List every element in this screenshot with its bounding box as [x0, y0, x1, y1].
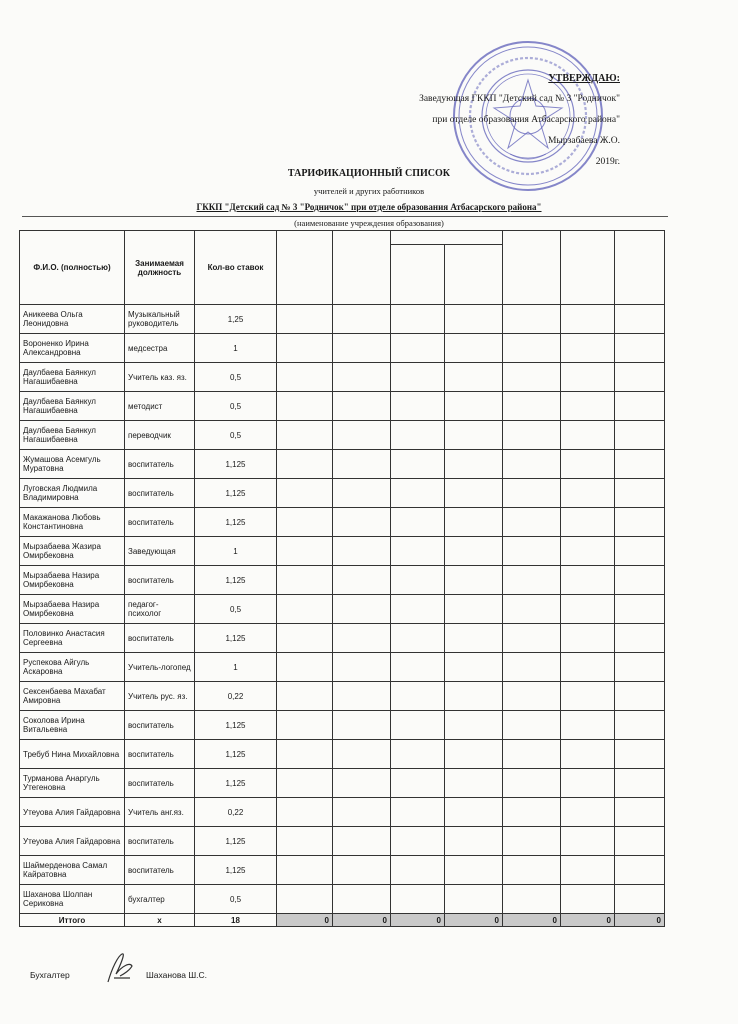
cell-empty [391, 740, 445, 769]
table-row [20, 334, 665, 363]
cell-empty [615, 566, 665, 595]
table-row [20, 856, 665, 885]
cell-empty [615, 856, 665, 885]
table-row [20, 363, 665, 392]
cell-empty [445, 769, 503, 798]
total-zero: 0 [561, 914, 615, 927]
cell-rate: 1,125 [195, 827, 277, 856]
cell-name: Вороненко Ирина Александровна [20, 334, 125, 363]
cell-empty [561, 856, 615, 885]
cell-empty [445, 827, 503, 856]
total-zero: 0 [615, 914, 665, 927]
cell-empty [333, 363, 391, 392]
cell-empty [333, 740, 391, 769]
cell-rate: 0,5 [195, 421, 277, 450]
cell-empty [333, 885, 391, 914]
cell-position: медсестра [125, 334, 195, 363]
cell-empty [391, 711, 445, 740]
cell-empty [561, 769, 615, 798]
cell-empty [615, 711, 665, 740]
accountant-signature [100, 948, 140, 988]
cell-empty [561, 624, 615, 653]
cell-name: Турманова Анаргуль Утегеновна [20, 769, 125, 798]
cell-empty [391, 769, 445, 798]
cell-empty [615, 682, 665, 711]
cell-position: воспитатель [125, 827, 195, 856]
approval-line-2: при отделе образования Атбасарского района" [432, 115, 620, 125]
table-row [20, 450, 665, 479]
table-row [20, 769, 665, 798]
cell-empty [561, 885, 615, 914]
cell-empty [503, 711, 561, 740]
cell-rate: 0,22 [195, 798, 277, 827]
cell-empty [391, 885, 445, 914]
cell-name: Даулбаева Баянкул Нагашибаевна [20, 363, 125, 392]
empty-subheader [445, 245, 503, 305]
cell-position: воспитатель [125, 450, 195, 479]
cell-empty [277, 537, 333, 566]
cell-empty [445, 740, 503, 769]
total-row [20, 914, 665, 927]
cell-empty [503, 856, 561, 885]
cell-empty [333, 856, 391, 885]
cell-rate: 0,5 [195, 363, 277, 392]
cell-empty [503, 682, 561, 711]
cell-empty [277, 682, 333, 711]
cell-empty [277, 711, 333, 740]
cell-empty [277, 624, 333, 653]
empty-header [391, 231, 503, 245]
cell-rate: 1,125 [195, 769, 277, 798]
approval-signer: Мырзабаева Ж.О. [547, 136, 620, 146]
cell-empty [391, 508, 445, 537]
cell-empty [333, 508, 391, 537]
cell-position: воспитатель [125, 769, 195, 798]
organization-underline [22, 216, 668, 217]
cell-empty [445, 682, 503, 711]
cell-empty [561, 421, 615, 450]
cell-empty [561, 798, 615, 827]
cell-empty [615, 595, 665, 624]
cell-empty [561, 363, 615, 392]
cell-empty [391, 653, 445, 682]
table-row [20, 566, 665, 595]
empty-subheader [391, 245, 445, 305]
cell-empty [445, 624, 503, 653]
table-body [20, 305, 665, 914]
cell-rate: 1,125 [195, 740, 277, 769]
cell-empty [445, 363, 503, 392]
table-row [20, 508, 665, 537]
cell-empty [615, 653, 665, 682]
total-rate: 18 [195, 914, 277, 927]
cell-empty [615, 450, 665, 479]
table-row [20, 711, 665, 740]
cell-rate: 1,25 [195, 305, 277, 334]
cell-empty [445, 856, 503, 885]
total-zero: 0 [333, 914, 391, 927]
cell-empty [615, 363, 665, 392]
cell-empty [615, 305, 665, 334]
table-row [20, 392, 665, 421]
table-row [20, 798, 665, 827]
cell-empty [615, 421, 665, 450]
cell-position: воспитатель [125, 508, 195, 537]
cell-empty [277, 334, 333, 363]
cell-empty [615, 827, 665, 856]
empty-header [333, 231, 391, 305]
cell-empty [503, 566, 561, 595]
cell-empty [503, 450, 561, 479]
cell-empty [277, 305, 333, 334]
cell-position: воспитатель [125, 624, 195, 653]
cell-empty [561, 595, 615, 624]
cell-empty [277, 392, 333, 421]
cell-rate: 1,125 [195, 479, 277, 508]
total-zero: 0 [445, 914, 503, 927]
cell-empty [503, 305, 561, 334]
cell-empty [615, 624, 665, 653]
cell-empty [333, 450, 391, 479]
cell-name: Макажанова Любовь Константиновна [20, 508, 125, 537]
cell-name: Мырзабаева Жазира Омирбековна [20, 537, 125, 566]
cell-name: Половинко Анастасия Сергеевна [20, 624, 125, 653]
cell-position: воспитатель [125, 566, 195, 595]
cell-empty [445, 798, 503, 827]
cell-name: Шаймерденова Самал Кайратовна [20, 856, 125, 885]
cell-empty [503, 392, 561, 421]
cell-name: Даулбаева Баянкул Нагашибаевна [20, 421, 125, 450]
cell-name: Утеуова Алия Гайдаровна [20, 798, 125, 827]
cell-empty [277, 595, 333, 624]
table-row [20, 885, 665, 914]
cell-rate: 1,125 [195, 624, 277, 653]
cell-empty [503, 653, 561, 682]
cell-empty [615, 392, 665, 421]
organization-name: ГККП "Детский сад № 3 "Родничок" при отделе образования Атбасарского района" [196, 202, 542, 212]
cell-empty [391, 363, 445, 392]
cell-empty [277, 363, 333, 392]
cell-empty [445, 537, 503, 566]
total-zero: 0 [503, 914, 561, 927]
cell-empty [391, 624, 445, 653]
cell-empty [503, 421, 561, 450]
cell-empty [503, 537, 561, 566]
cell-empty [391, 305, 445, 334]
cell-empty [333, 566, 391, 595]
cell-empty [333, 479, 391, 508]
col-rate-header: Кол-во ставок [195, 231, 277, 305]
cell-empty [277, 885, 333, 914]
cell-empty [445, 392, 503, 421]
cell-name: Луговская Людмила Владимировна [20, 479, 125, 508]
cell-empty [561, 479, 615, 508]
cell-empty [333, 305, 391, 334]
cell-empty [561, 653, 615, 682]
cell-rate: 1 [195, 334, 277, 363]
table-row [20, 537, 665, 566]
cell-position: Заведующая [125, 537, 195, 566]
cell-empty [333, 653, 391, 682]
cell-position: Учитель рус. яз. [125, 682, 195, 711]
cell-name: Мырзабаева Назира Омирбековна [20, 566, 125, 595]
cell-empty [391, 595, 445, 624]
cell-empty [503, 769, 561, 798]
empty-header [615, 231, 665, 305]
cell-empty [391, 392, 445, 421]
table-row [20, 305, 665, 334]
cell-name: Жумашова Асемгуль Муратовна [20, 450, 125, 479]
cell-name: Сексенбаева Махабат Амировна [20, 682, 125, 711]
cell-empty [391, 566, 445, 595]
cell-rate: 0,5 [195, 595, 277, 624]
cell-empty [277, 798, 333, 827]
footer-role: Бухгалтер [30, 970, 70, 980]
cell-empty [333, 334, 391, 363]
col-position-header: Занимаемая должность [125, 231, 195, 305]
cell-empty [333, 421, 391, 450]
cell-empty [445, 450, 503, 479]
cell-empty [561, 450, 615, 479]
cell-empty [445, 653, 503, 682]
cell-empty [391, 856, 445, 885]
cell-position: педагог-психолог [125, 595, 195, 624]
table-row [20, 595, 665, 624]
cell-empty [277, 421, 333, 450]
cell-empty [333, 537, 391, 566]
cell-empty [615, 798, 665, 827]
cell-empty [391, 421, 445, 450]
cell-empty [391, 334, 445, 363]
table-row [20, 682, 665, 711]
cell-position: бухгалтер [125, 885, 195, 914]
cell-empty [277, 653, 333, 682]
cell-empty [503, 740, 561, 769]
cell-position: воспитатель [125, 856, 195, 885]
cell-rate: 1 [195, 537, 277, 566]
cell-position: воспитатель [125, 479, 195, 508]
cell-empty [561, 508, 615, 537]
cell-empty [561, 334, 615, 363]
approval-date: 2019г. [595, 157, 620, 167]
cell-position: воспитатель [125, 740, 195, 769]
cell-empty [333, 682, 391, 711]
cell-empty [277, 566, 333, 595]
total-zero: 0 [391, 914, 445, 927]
cell-name: Требуб Нина Михайловна [20, 740, 125, 769]
cell-position: воспитатель [125, 711, 195, 740]
approval-line-1: Заведующая ГККП "Детский сад № 3 "Родничок" [419, 94, 620, 104]
approval-title: УТВЕРЖДАЮ: [548, 73, 620, 84]
col-name-header: Ф.И.О. (полностью) [20, 231, 125, 305]
cell-empty [561, 566, 615, 595]
cell-empty [561, 537, 615, 566]
table-row [20, 653, 665, 682]
cell-rate: 0,5 [195, 392, 277, 421]
cell-position: Учитель анг.яз. [125, 798, 195, 827]
cell-name: Мырзабаева Назира Омирбековна [20, 595, 125, 624]
cell-empty [503, 595, 561, 624]
cell-empty [561, 682, 615, 711]
cell-rate: 0,5 [195, 885, 277, 914]
table-row [20, 624, 665, 653]
total-x: х [125, 914, 195, 927]
cell-name: Аникеева Ольга Леонидовна [20, 305, 125, 334]
cell-empty [615, 479, 665, 508]
cell-empty [277, 450, 333, 479]
cell-name: Соколова Ирина Витальевна [20, 711, 125, 740]
empty-header [503, 231, 561, 305]
cell-position: Музыкальный руководитель [125, 305, 195, 334]
table-row [20, 827, 665, 856]
cell-empty [391, 682, 445, 711]
cell-empty [277, 827, 333, 856]
cell-position: переводчик [125, 421, 195, 450]
cell-empty [561, 711, 615, 740]
cell-rate: 1,125 [195, 508, 277, 537]
empty-header [561, 231, 615, 305]
cell-empty [391, 798, 445, 827]
cell-empty [615, 769, 665, 798]
cell-name: Даулбаева Баянкул Нагашибаевна [20, 392, 125, 421]
cell-empty [615, 334, 665, 363]
cell-name: Руспекова Айгуль Аскаровна [20, 653, 125, 682]
cell-rate: 1 [195, 653, 277, 682]
table-row [20, 421, 665, 450]
cell-empty [277, 479, 333, 508]
cell-rate: 1,125 [195, 711, 277, 740]
cell-empty [503, 798, 561, 827]
cell-rate: 1,125 [195, 566, 277, 595]
approval-block [320, 68, 620, 173]
cell-empty [503, 479, 561, 508]
cell-empty [561, 740, 615, 769]
cell-position: Учитель-логопед [125, 653, 195, 682]
cell-empty [503, 885, 561, 914]
cell-empty [561, 305, 615, 334]
total-label: Иттого [20, 914, 125, 927]
cell-empty [333, 392, 391, 421]
tarification-table [19, 230, 665, 927]
table-row [20, 479, 665, 508]
document-title: ТАРИФИКАЦИОННЫЙ СПИСОК [287, 168, 451, 179]
cell-empty [503, 624, 561, 653]
cell-empty [615, 508, 665, 537]
cell-empty [333, 711, 391, 740]
cell-empty [503, 827, 561, 856]
cell-empty [333, 798, 391, 827]
empty-header [277, 231, 333, 305]
cell-empty [445, 421, 503, 450]
cell-empty [333, 827, 391, 856]
cell-empty [277, 740, 333, 769]
cell-empty [503, 508, 561, 537]
cell-empty [391, 450, 445, 479]
cell-empty [445, 508, 503, 537]
cell-empty [277, 856, 333, 885]
cell-empty [445, 305, 503, 334]
cell-empty [277, 769, 333, 798]
cell-rate: 1,125 [195, 856, 277, 885]
cell-empty [561, 827, 615, 856]
cell-empty [615, 537, 665, 566]
cell-empty [615, 885, 665, 914]
cell-empty [391, 537, 445, 566]
cell-empty [445, 595, 503, 624]
cell-position: методист [125, 392, 195, 421]
cell-empty [503, 334, 561, 363]
cell-empty [615, 740, 665, 769]
cell-empty [445, 885, 503, 914]
cell-rate: 1,125 [195, 450, 277, 479]
cell-empty [333, 624, 391, 653]
organization-note: (наименование учреждения образования) [294, 218, 444, 228]
cell-empty [445, 334, 503, 363]
footer-name: Шаханова Ш.С. [146, 970, 207, 980]
cell-empty [445, 479, 503, 508]
cell-rate: 0,22 [195, 682, 277, 711]
cell-name: Утеуова Алия Гайдаровна [20, 827, 125, 856]
cell-empty [445, 711, 503, 740]
cell-empty [391, 827, 445, 856]
cell-empty [333, 595, 391, 624]
cell-position: Учитель каз. яз. [125, 363, 195, 392]
cell-empty [445, 566, 503, 595]
cell-empty [391, 479, 445, 508]
document-subtitle: учителей и других работников [313, 186, 425, 196]
cell-empty [503, 363, 561, 392]
cell-empty [333, 769, 391, 798]
cell-empty [561, 392, 615, 421]
table-row [20, 740, 665, 769]
cell-empty [277, 508, 333, 537]
total-zero: 0 [277, 914, 333, 927]
cell-name: Шаханова Шолпан Сериковна [20, 885, 125, 914]
